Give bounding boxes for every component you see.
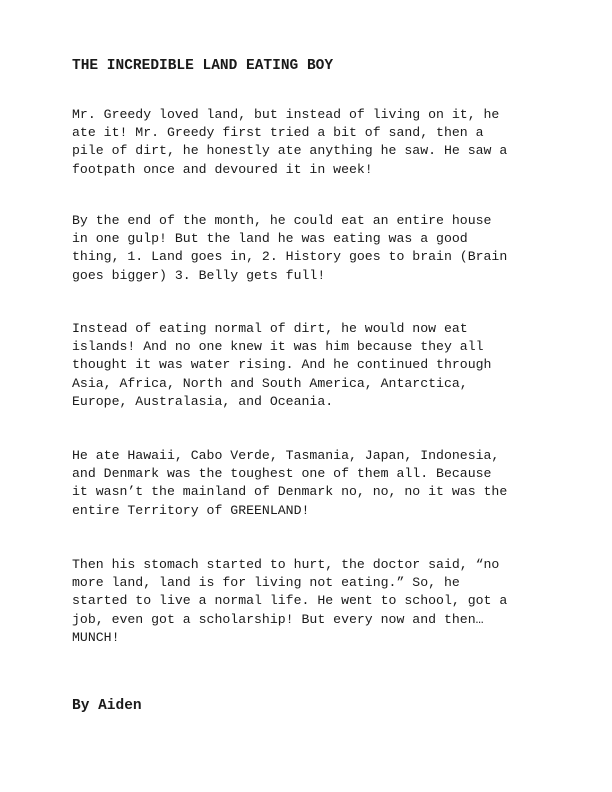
paragraph-3: Instead of eating normal of dirt, he would now eat islands! And no one knew it was him because they all thought it was water rising. And he continued through Asia, Africa, North and South America, Antarctica, Europe, Australasia, and Oceania. (72, 321, 492, 409)
document-title: THE INCREDIBLE LAND EATING BOY (72, 58, 334, 74)
paragraph-5: Then his stomach started to hurt, the doctor said, “no more land, land is for living not eating.” So, he started to live a normal life. He went to school, got a job, even got a scholarship! But every now and then… MUNCH! (72, 557, 508, 645)
paragraph-1: Mr. Greedy loved land, but instead of living on it, he ate it! Mr. Greedy first tried a bit of sand, then a pile of dirt, he honestly ate anything he saw. He saw a footpath once and devoured it in week! (72, 107, 508, 177)
author-byline: By Aiden (72, 698, 142, 714)
paragraph-2: By the end of the month, he could eat an entire house in one gulp! But the land he was eating was a good thing, 1. Land goes in, 2. History goes to brain (Brain goes bigger) 3. Belly gets full! (72, 213, 508, 283)
paragraph-4: He ate Hawaii, Cabo Verde, Tasmania, Japan, Indonesia, and Denmark was the toughest one of them all. Because it wasn’t the mainland of Denmark no, no, no it was the entire Territory of GREENLAND! (72, 448, 508, 518)
